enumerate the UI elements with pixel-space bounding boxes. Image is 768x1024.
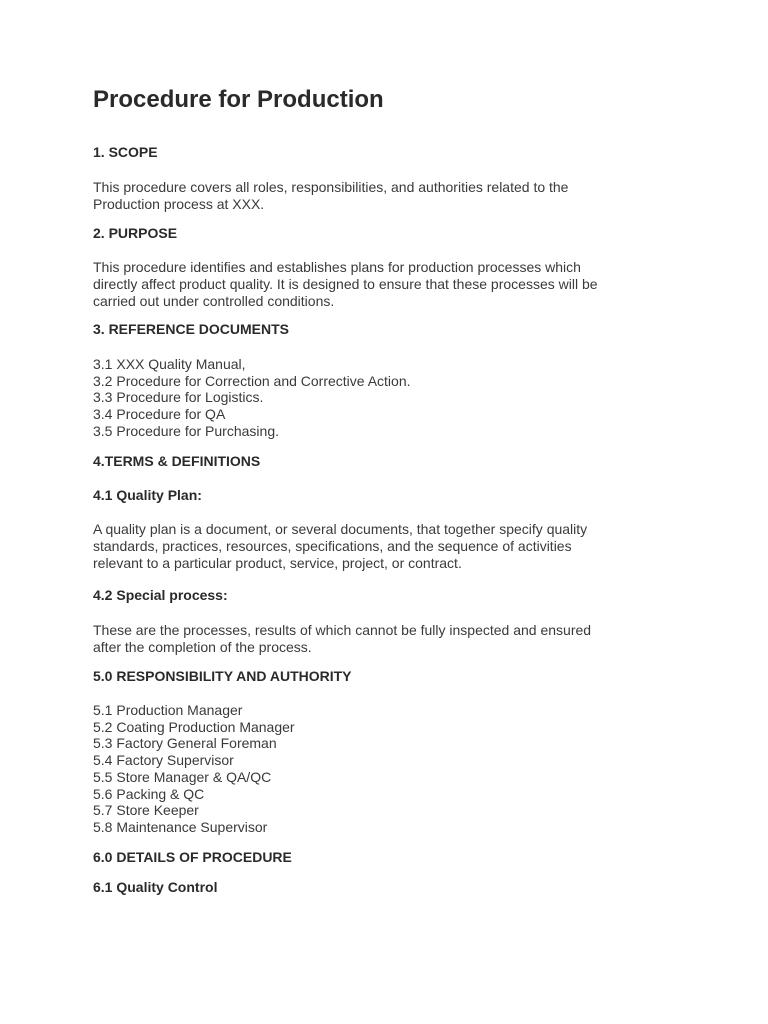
section-heading-details: 6.0 DETAILS OF PROCEDURE [93, 849, 292, 865]
section-heading-terms: 4.TERMS & DEFINITIONS [93, 453, 261, 469]
scope-line: This procedure covers all roles, responsibilities, and authorities related to the [93, 179, 569, 195]
quality-plan-line: relevant to a particular product, service, project, or contract. [93, 554, 462, 571]
scope-line: Production process at XXX. [93, 195, 265, 212]
list-item: 5.3 Factory General Foreman [93, 735, 277, 752]
quality-plan-paragraph [93, 521, 713, 571]
list-item: 3.3 Procedure for Logistics. [93, 389, 264, 406]
list-item: 5.6 Packing & QC [93, 785, 205, 802]
list-item: 5.5 Store Manager & QA/QC [93, 768, 272, 785]
subsection-heading-special-process: 4.2 Special process: [93, 587, 228, 603]
section-heading-references: 3. REFERENCE DOCUMENTS [93, 321, 290, 337]
subsection-heading-quality-control: 6.1 Quality Control [93, 879, 218, 895]
page-title: Procedure for Production [93, 86, 384, 113]
purpose-line: directly affect product quality. It is designed to ensure that these processes will be [93, 275, 598, 292]
list-item: 5.4 Factory Supervisor [93, 752, 234, 769]
reference-documents-list [93, 356, 411, 440]
purpose-paragraph [93, 259, 713, 309]
subsection-heading-quality-plan: 4.1 Quality Plan: [93, 487, 202, 503]
list-item: 3.4 Procedure for QA [93, 406, 226, 423]
special-process-line: These are the processes, results of which cannot be fully inspected and ensured [93, 622, 592, 638]
special-process-line: after the completion of the process. [93, 638, 312, 655]
section-heading-scope: 1. SCOPE [93, 144, 158, 160]
section-heading-responsibility: 5.0 RESPONSIBILITY AND AUTHORITY [93, 668, 352, 684]
responsibility-list [93, 702, 295, 836]
quality-plan-line: A quality plan is a document, or several documents, that together specify quality [93, 521, 588, 537]
list-item: 5.1 Production Manager [93, 702, 243, 718]
special-process-paragraph [93, 622, 713, 656]
list-item: 3.5 Procedure for Purchasing. [93, 422, 279, 439]
list-item: 5.8 Maintenance Supervisor [93, 818, 268, 835]
purpose-line: This procedure identifies and establishes plans for production processes which [93, 259, 581, 275]
list-item: 5.7 Store Keeper [93, 802, 199, 819]
purpose-line: carried out under controlled conditions. [93, 292, 335, 309]
scope-paragraph [93, 179, 713, 213]
list-item: 3.2 Procedure for Correction and Corrective Action. [93, 372, 411, 389]
quality-plan-line: standards, practices, resources, specifications, and the sequence of activities [93, 537, 572, 554]
section-heading-purpose: 2. PURPOSE [93, 225, 178, 241]
list-item: 5.2 Coating Production Manager [93, 718, 295, 735]
list-item: 3.1 XXX Quality Manual, [93, 356, 246, 372]
